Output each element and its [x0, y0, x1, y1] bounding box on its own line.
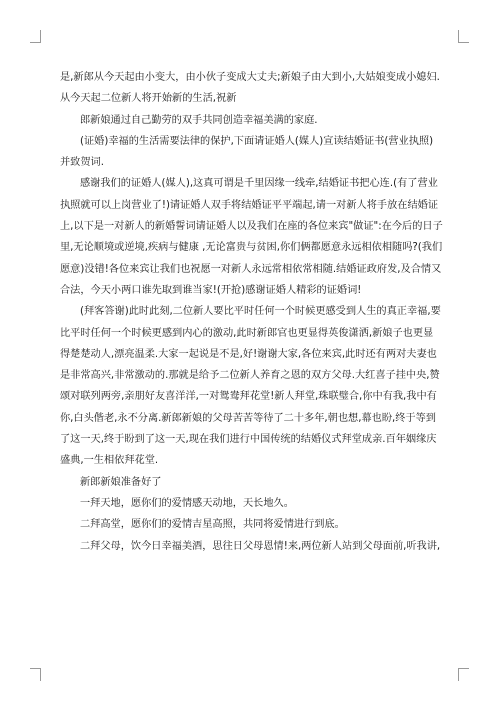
document-body	[60, 67, 448, 557]
text-line: 颂对联列两旁,亲朋好友喜洋洋,一对鸳鸯拜花堂!新人拜堂,珠联璧合,你中有我,我中有	[60, 391, 437, 403]
text-line: (拜客答谢)此时此刻,二位新人要比平时任何一个时候更感受到人生的真正幸福,要	[80, 306, 441, 318]
text-line: 比平时任何一个时候更感到内心的激动,此时新郎官也更显得英俊潇洒,新娘子也更显	[60, 327, 434, 339]
text-line: 二拜父母，饮今日幸福美酒，思往日父母恩情!来,两位新人站到父母面前,听我讲,	[80, 540, 441, 552]
crop-mark-bottom-right	[458, 668, 469, 681]
text-line: 上,以下是一对新人的新婚誓词请证婚人以及我们在座的各位来宾"做证":在今后的日子	[60, 221, 443, 233]
text-line: 是,新郎从今天起由小变大，由小伙子变成大丈夫;新娘子由大到小,大姑娘变成小媳妇.	[60, 72, 440, 83]
text-line: 了这一天,终于盼到了这一天,现在我们进行中国传统的结婚仪式拜堂成亲.百年姻缘庆	[60, 434, 437, 446]
crop-mark-top-right	[458, 30, 469, 43]
text-line: 盛典,一生相依拜花堂.	[60, 455, 159, 467]
text-line: 郎新娘通过自己勤劳的双手共同创造幸福美满的家庭.	[80, 114, 318, 126]
crop-mark-bottom-left	[30, 668, 41, 681]
crop-mark-top-left	[30, 30, 41, 43]
text-line: 二拜高堂，愿你们的爱情吉星高照，共同将爱情进行到底。	[80, 519, 345, 531]
text-line: 里,无论顺境或逆境,疾病与健康 ,无论富贵与贫困,你们俩都愿意永远相依相随吗?(我们	[60, 242, 443, 254]
text-line: 愿意)没错!各位来宾让我们也祝愿一对新人永远常相依常相随.结婚证政府发,及合情又	[60, 263, 442, 275]
text-line: 新郎新娘准备好了	[80, 476, 162, 488]
text-line: 从今天起二位新人将开始新的生活,祝新	[60, 93, 237, 105]
text-line: 一拜天地，愿你们的爱情感天动地，天长地久。	[80, 497, 294, 509]
text-line: 是非常高兴,非常激动的.那就是给予二位新人养育之恩的双方父母.大红喜子挂中央,赞	[60, 370, 440, 382]
text-line: 合法，今天小两口谁先取到谁当家!(开抢)感谢证婚人精彩的证婚词!	[60, 284, 362, 296]
text-line: 得楚楚动人,漂亮温柔.大家一起说是不是,好!谢谢大家,各位来宾,此时还有两对夫妻也	[60, 348, 437, 360]
text-line: 执照就可以上岗营业了!)请证婚人双手将结婚证平平端起,请一对新人将手放在结婚证	[60, 199, 439, 211]
text-line: (证婚)幸福的生活需要法律的保护,下面请证婚人(媒人)宣读结婚证书(营业执照)	[80, 135, 434, 147]
text-line: 并致贺词.	[60, 157, 104, 169]
text-line: 你,白头偕老,永不分离.新郎新娘的父母苦苦等待了二十多年,朝也想,幕也盼,终于等到	[60, 412, 436, 424]
text-line: 感谢我们的证婚人(媒人),这真可谓是千里因缘一线牵,结婚证书把心连.(有了营业	[80, 178, 438, 190]
